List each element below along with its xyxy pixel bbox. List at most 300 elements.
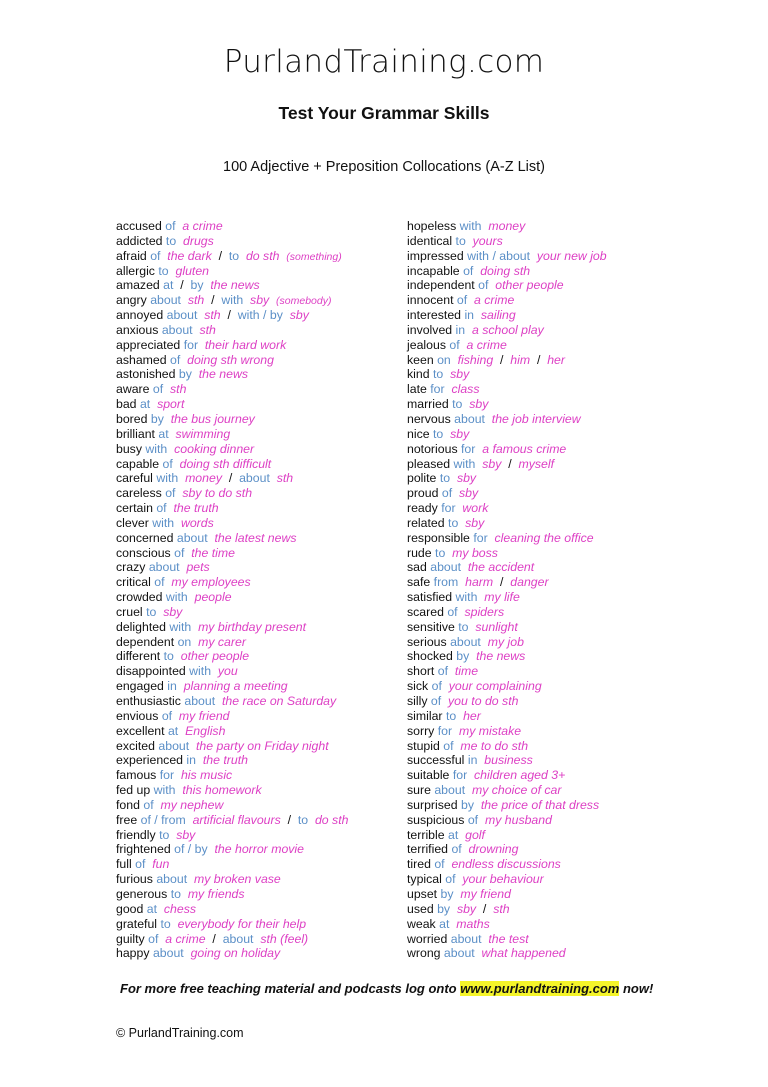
adjective: excellent (116, 723, 165, 738)
list-item (407, 857, 687, 872)
example-object: my friend (460, 886, 511, 901)
preposition: at (158, 426, 169, 441)
example-object: her (463, 708, 481, 723)
example-object: doing sth difficult (179, 456, 272, 471)
preposition: for (183, 337, 199, 352)
list-item (116, 308, 396, 323)
example-object: their hard work (204, 337, 287, 352)
adjective: dependent (116, 634, 175, 649)
adjective: interested (407, 308, 462, 323)
example-object: sby (482, 456, 502, 471)
example-object: sby (465, 515, 485, 530)
preposition: at (439, 916, 450, 931)
adjective: sorry (407, 723, 435, 738)
adjective: free (116, 812, 138, 827)
example-object: me to do sth (460, 738, 529, 753)
preposition: about (454, 411, 485, 426)
list-item (116, 605, 396, 620)
adjective: scared (407, 604, 444, 619)
example-object: fun (152, 857, 170, 872)
example-object: the accident (467, 560, 535, 575)
example-object: children aged 3+ (474, 768, 566, 783)
example-object: chess (163, 901, 197, 916)
list-item (116, 679, 396, 694)
preposition: of (150, 248, 161, 263)
preposition: about (443, 946, 475, 961)
page-title: Test Your Grammar Skills (278, 103, 490, 123)
preposition: to (159, 827, 170, 842)
adjective: busy (116, 441, 142, 456)
example-object: the truth (202, 753, 248, 768)
list-item (116, 917, 396, 932)
preposition: to (439, 471, 451, 486)
preposition: of (165, 486, 176, 501)
example-object: my life (484, 590, 520, 605)
preposition: about (450, 931, 482, 946)
list-item (116, 338, 396, 353)
example-object: pets (186, 560, 210, 575)
example-object: your new job (536, 248, 607, 263)
list-item (407, 575, 687, 590)
example-object: sby (458, 486, 479, 501)
adjective: wrong (407, 946, 441, 961)
example-object: the price of that dress (480, 797, 600, 812)
adjective: different (116, 649, 161, 664)
adjective: sad (407, 560, 427, 575)
adjective: responsible (407, 530, 470, 545)
adjective: careless (116, 486, 162, 501)
preposition: of (174, 545, 185, 560)
preposition: in (464, 308, 475, 323)
adjective: conscious (116, 545, 171, 560)
adjective: late (407, 382, 427, 397)
adjective: silly (407, 694, 428, 708)
promo-line (120, 981, 653, 996)
list-item (407, 546, 687, 561)
preposition: to (165, 233, 177, 248)
example-object: sby to do sth (182, 486, 253, 501)
preposition: of (441, 486, 453, 501)
list-item (116, 590, 396, 605)
example-object: words (180, 515, 214, 530)
preposition: of (135, 857, 146, 872)
example-object: endless discussions (451, 857, 561, 872)
preposition: of (162, 456, 173, 471)
example-object: sth (187, 293, 205, 308)
example-object: sailing (480, 308, 516, 323)
preposition: with / about (467, 248, 531, 263)
adjective: cruel (116, 604, 143, 619)
example-object: my choice of car (471, 783, 562, 798)
example-object: the race on Saturday (221, 694, 337, 708)
adjective: surprised (407, 797, 458, 812)
list-item (407, 338, 687, 353)
preposition: about (152, 946, 184, 961)
list-item (407, 620, 687, 635)
list-item (407, 412, 687, 427)
preposition: of (478, 278, 489, 293)
adjective: used (407, 901, 434, 916)
list-item (407, 278, 687, 293)
preposition: by (456, 649, 470, 664)
preposition: about (222, 931, 254, 946)
preposition: at (163, 278, 174, 293)
example-object: the test (488, 931, 529, 946)
list-item (116, 783, 396, 798)
list-item (407, 724, 687, 739)
example-object: sby (450, 426, 470, 441)
preposition: of (152, 382, 164, 397)
preposition: to (445, 708, 457, 723)
example-object: English (185, 723, 226, 738)
list-item (116, 264, 396, 279)
adjective: innocent (407, 293, 454, 308)
list-item (116, 471, 396, 486)
example-object: money (488, 219, 526, 233)
list-item (116, 813, 396, 828)
example-object: other people (495, 278, 564, 293)
example-object: sth (feel) (260, 931, 309, 946)
list-item (116, 902, 396, 917)
preposition: of (143, 797, 154, 812)
example-object: harm (465, 575, 494, 590)
adjective: engaged (116, 679, 164, 694)
adjective: fed up (116, 783, 151, 798)
example-object: cooking dinner (174, 441, 255, 456)
list-item (116, 234, 396, 249)
adjective: upset (407, 886, 438, 901)
example-object: sunlight (475, 619, 518, 634)
example-object: what happened (481, 946, 566, 961)
preposition: to (432, 367, 444, 382)
list-item (407, 932, 687, 947)
adjective: angry (116, 293, 147, 308)
adjective: good (116, 901, 144, 916)
preposition: with (145, 441, 168, 456)
promo-link[interactable]: www.purlandtraining.com (460, 981, 620, 996)
list-item (116, 249, 396, 264)
adjective: anxious (116, 322, 159, 337)
list-item (407, 367, 687, 382)
list-item (116, 382, 396, 397)
example-object: artificial flavours (192, 812, 281, 827)
list-item (407, 560, 687, 575)
adjective: serious (407, 634, 447, 649)
list-item (116, 516, 396, 531)
list-item (407, 739, 687, 754)
adjective: addicted (116, 233, 163, 248)
preposition: to (452, 397, 463, 412)
list-item (116, 798, 396, 813)
preposition: of / from (140, 812, 186, 827)
separator: / (536, 352, 541, 367)
list-item (116, 427, 396, 442)
adjective: frightened (116, 842, 171, 857)
example-object: doing sth wrong (187, 352, 274, 367)
example-object: my nephew (160, 797, 224, 812)
adjective: accused (116, 219, 162, 233)
example-object: my job (487, 634, 524, 649)
example-object: my mistake (458, 723, 522, 738)
list-item (407, 501, 687, 516)
preposition: for (461, 441, 476, 456)
preposition: by (190, 278, 204, 293)
page-subtitle: 100 Adjective + Preposition Collocations (A-Z List) (223, 159, 545, 175)
preposition: of (148, 931, 159, 946)
list-item (116, 620, 396, 635)
collocation-list-right (407, 219, 687, 961)
example-object: sport (157, 397, 185, 412)
example-object: everybody for their help (177, 916, 307, 931)
list-item (407, 516, 687, 531)
preposition: to (158, 263, 169, 278)
example-object: you (217, 664, 238, 679)
preposition: about (239, 471, 270, 486)
list-item (116, 739, 396, 754)
example-object: the party on Friday night (196, 738, 329, 753)
list-item (116, 278, 396, 293)
example-object: other people (180, 649, 250, 664)
preposition: about (166, 308, 198, 323)
adjective: happy (116, 946, 150, 961)
example-object: a crime (182, 219, 223, 233)
list-item (116, 932, 396, 947)
copyright: © PurlandTraining.com (116, 1026, 244, 1040)
preposition: with (221, 293, 244, 308)
example-object: a school play (471, 322, 544, 337)
example-object: my birthday present (198, 619, 307, 634)
preposition: with (156, 471, 179, 486)
example-object: the time (191, 545, 235, 560)
example-object: sby (176, 827, 196, 842)
list-item (116, 323, 396, 338)
adjective: typical (407, 872, 442, 887)
example-object: my employees (171, 575, 251, 590)
example-object: do sth (245, 248, 280, 263)
preposition: to (448, 515, 459, 530)
preposition: to (170, 886, 181, 901)
example-object: people (194, 590, 232, 605)
preposition: at (139, 397, 151, 412)
example-object: my broken vase (193, 872, 281, 887)
example-object: drowning (468, 842, 519, 857)
list-item (116, 353, 396, 368)
preposition: of (156, 501, 167, 516)
list-item (407, 917, 687, 932)
preposition: to (163, 649, 174, 664)
example-object: maths (456, 916, 490, 931)
preposition: with (455, 590, 478, 605)
preposition: of (447, 604, 458, 619)
adjective: ashamed (116, 352, 167, 367)
preposition: of (443, 738, 454, 753)
adjective: allergic (116, 263, 155, 278)
list-item (407, 709, 687, 724)
preposition: about (148, 560, 180, 575)
list-item (407, 842, 687, 857)
preposition: at (146, 901, 158, 916)
preposition: to (146, 604, 157, 619)
adjective: disappointed (116, 664, 186, 679)
preposition: of (445, 872, 456, 887)
example-object: my husband (484, 812, 552, 827)
example-object: sby (289, 308, 309, 323)
preposition: about (184, 694, 216, 708)
adjective: crazy (116, 560, 146, 575)
preposition: to (297, 812, 309, 827)
separator: / (218, 248, 222, 263)
list-item (407, 798, 687, 813)
list-item (407, 813, 687, 828)
example-object: the job interview (491, 411, 581, 426)
list-item (407, 397, 687, 412)
preposition: for (452, 768, 468, 783)
preposition: in (455, 322, 466, 337)
adjective: amazed (116, 278, 160, 293)
adjective: tired (407, 857, 431, 872)
example-object: the news (476, 649, 526, 664)
example-object: danger (510, 575, 549, 590)
adjective: related (407, 515, 445, 530)
adjective: generous (116, 886, 168, 901)
adjective: weak (407, 916, 436, 931)
example-object: sby (250, 293, 270, 308)
adjective: incapable (407, 263, 460, 278)
separator: / (482, 901, 487, 916)
list-item (116, 457, 396, 472)
preposition: about (430, 560, 462, 575)
example-object: his music (180, 768, 233, 783)
example-object: my carer (198, 634, 246, 649)
adjective: envious (116, 708, 159, 723)
list-item (407, 442, 687, 457)
adjective: keen (407, 352, 434, 367)
list-item (116, 546, 396, 561)
adjective: suspicious (407, 812, 465, 827)
adjective: impressed (407, 248, 464, 263)
preposition: of (431, 679, 442, 694)
example-object: time (454, 664, 479, 679)
preposition: about (158, 738, 190, 753)
adjective: sick (407, 679, 429, 694)
separator: / (228, 471, 233, 486)
adjective: successful (407, 753, 465, 768)
preposition: at (167, 723, 179, 738)
preposition: to (455, 233, 466, 248)
list-item (407, 649, 687, 664)
separator: / (227, 308, 231, 323)
example-object: golf (465, 827, 485, 842)
preposition: about (150, 293, 181, 308)
preposition: to (228, 248, 240, 263)
preposition: on (177, 634, 192, 649)
example-object: my friends (187, 886, 245, 901)
preposition: of (467, 812, 479, 827)
preposition: with (459, 219, 482, 233)
preposition: about (434, 783, 466, 798)
preposition: with (165, 590, 188, 605)
example-object: class (451, 382, 480, 397)
list-item (116, 293, 396, 308)
list-item (116, 724, 396, 739)
list-item (407, 828, 687, 843)
example-object: a famous crime (482, 441, 567, 456)
example-object: a crime (466, 337, 507, 352)
example-object: sby (163, 604, 183, 619)
preposition: to (435, 545, 446, 560)
adjective: afraid (116, 248, 147, 263)
adjective: bored (116, 411, 148, 426)
preposition: in (167, 679, 177, 694)
adjective: shocked (407, 649, 453, 664)
adjective: furious (116, 872, 153, 887)
example-object: sby (456, 901, 477, 916)
adjective: guilty (116, 931, 145, 946)
preposition: for (437, 723, 453, 738)
adjective: fond (116, 797, 140, 812)
example-object: sby (450, 367, 470, 382)
adjective: satisfied (407, 590, 453, 605)
list-item (407, 590, 687, 605)
adjective: enthusiastic (116, 694, 181, 708)
adjective: appreciated (116, 337, 181, 352)
list-item (116, 219, 396, 234)
adjective: polite (407, 471, 437, 486)
preposition: for (441, 501, 456, 516)
preposition: about (176, 530, 208, 545)
list-item (116, 397, 396, 412)
example-object: your behaviour (462, 872, 544, 887)
list-item (407, 249, 687, 264)
preposition: to (160, 916, 171, 931)
example-object: this homework (182, 783, 262, 798)
list-item (116, 412, 396, 427)
list-item (407, 902, 687, 917)
preposition: of (437, 664, 449, 679)
separator: / (500, 352, 504, 367)
preposition: of (430, 694, 442, 708)
preposition: to (458, 619, 469, 634)
example-object: doing sth (480, 263, 531, 278)
example-object: cleaning the office (494, 530, 594, 545)
adjective: certain (116, 501, 153, 516)
example-object: business (484, 753, 533, 768)
example-object: him (510, 352, 531, 367)
list-item (407, 427, 687, 442)
site-title: PurlandTraining.com (223, 44, 545, 80)
example-object: yours (472, 233, 503, 248)
adjective: ready (407, 501, 438, 516)
example-object: the bus journey (170, 411, 255, 426)
preposition: to (432, 426, 444, 441)
preposition: of (161, 708, 173, 723)
preposition: for (430, 382, 445, 397)
preposition: for (473, 530, 488, 545)
adjective: jealous (407, 337, 446, 352)
list-item (116, 486, 396, 501)
example-object: my friend (178, 708, 230, 723)
list-item (116, 828, 396, 843)
list-item (116, 635, 396, 650)
example-object: sth (276, 471, 294, 486)
adjective: pleased (407, 456, 451, 471)
example-object: myself (518, 456, 554, 471)
example-object: the dark (167, 248, 212, 263)
list-item (407, 531, 687, 546)
note: (somebody) (276, 295, 332, 308)
example-object: swimming (175, 426, 231, 441)
list-item (407, 234, 687, 249)
